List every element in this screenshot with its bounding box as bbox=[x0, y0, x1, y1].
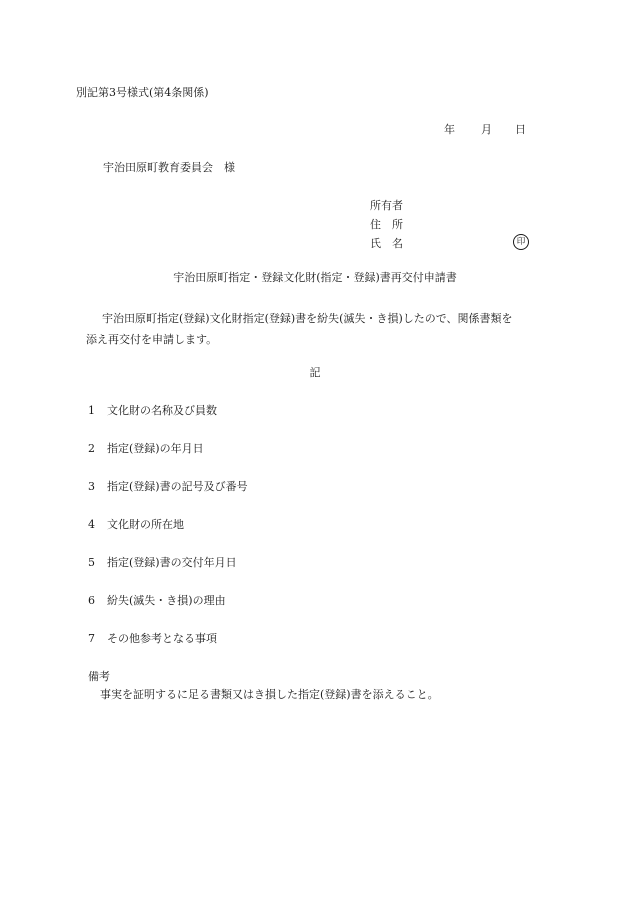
document-title: 宇治田原町指定・登録文化財(指定・登録)書再交付申請書 bbox=[173, 271, 457, 284]
item-label: その他参考となる事項 bbox=[107, 632, 217, 645]
list-item bbox=[88, 404, 248, 442]
date-month: 月 bbox=[481, 123, 492, 136]
list-item bbox=[88, 442, 248, 480]
body-paragraph bbox=[86, 308, 556, 350]
item-number: 5 bbox=[88, 556, 95, 569]
addressee: 宇治田原町教育委員会 様 bbox=[103, 161, 235, 174]
body-line-2: 添え再交付を申請します。 bbox=[86, 333, 218, 346]
applicant-address: 住 所 bbox=[370, 218, 403, 231]
item-list bbox=[88, 404, 248, 670]
applicant-name: 氏 名 bbox=[370, 237, 403, 250]
item-label: 文化財の名称及び員数 bbox=[107, 404, 217, 417]
seal-mark: 印 bbox=[513, 234, 529, 250]
applicant-owner: 所有者 bbox=[370, 199, 403, 212]
item-number: 3 bbox=[88, 480, 95, 493]
remarks-text: 事実を証明するに足る書類又はき損した指定(登録)書を添えること。 bbox=[100, 688, 439, 701]
form-number: 別記第3号様式(第4条関係) bbox=[76, 86, 209, 99]
list-item bbox=[88, 632, 248, 670]
date-line bbox=[444, 123, 526, 137]
list-item bbox=[88, 556, 248, 594]
body-line-1: 宇治田原町指定(登録)文化財指定(登録)書を紛失(滅失・き損)したので、関係書類を bbox=[102, 312, 513, 325]
item-label: 指定(登録)書の交付年月日 bbox=[107, 556, 237, 569]
ki-heading: 記 bbox=[309, 366, 321, 379]
list-item bbox=[88, 518, 248, 556]
item-label: 紛失(滅失・き損)の理由 bbox=[107, 594, 226, 607]
item-label: 指定(登録)の年月日 bbox=[107, 442, 204, 455]
applicant-block bbox=[370, 198, 526, 255]
item-label: 指定(登録)書の記号及び番号 bbox=[107, 480, 248, 493]
list-item bbox=[88, 480, 248, 518]
list-item bbox=[88, 594, 248, 632]
date-year: 年 bbox=[444, 123, 455, 136]
item-number: 4 bbox=[88, 518, 95, 531]
date-day: 日 bbox=[515, 123, 526, 136]
item-number: 7 bbox=[88, 632, 95, 645]
item-number: 6 bbox=[88, 594, 95, 607]
item-label: 文化財の所在地 bbox=[107, 518, 184, 531]
item-number: 1 bbox=[88, 404, 95, 417]
item-number: 2 bbox=[88, 442, 95, 455]
remarks-heading: 備考 bbox=[88, 670, 110, 683]
